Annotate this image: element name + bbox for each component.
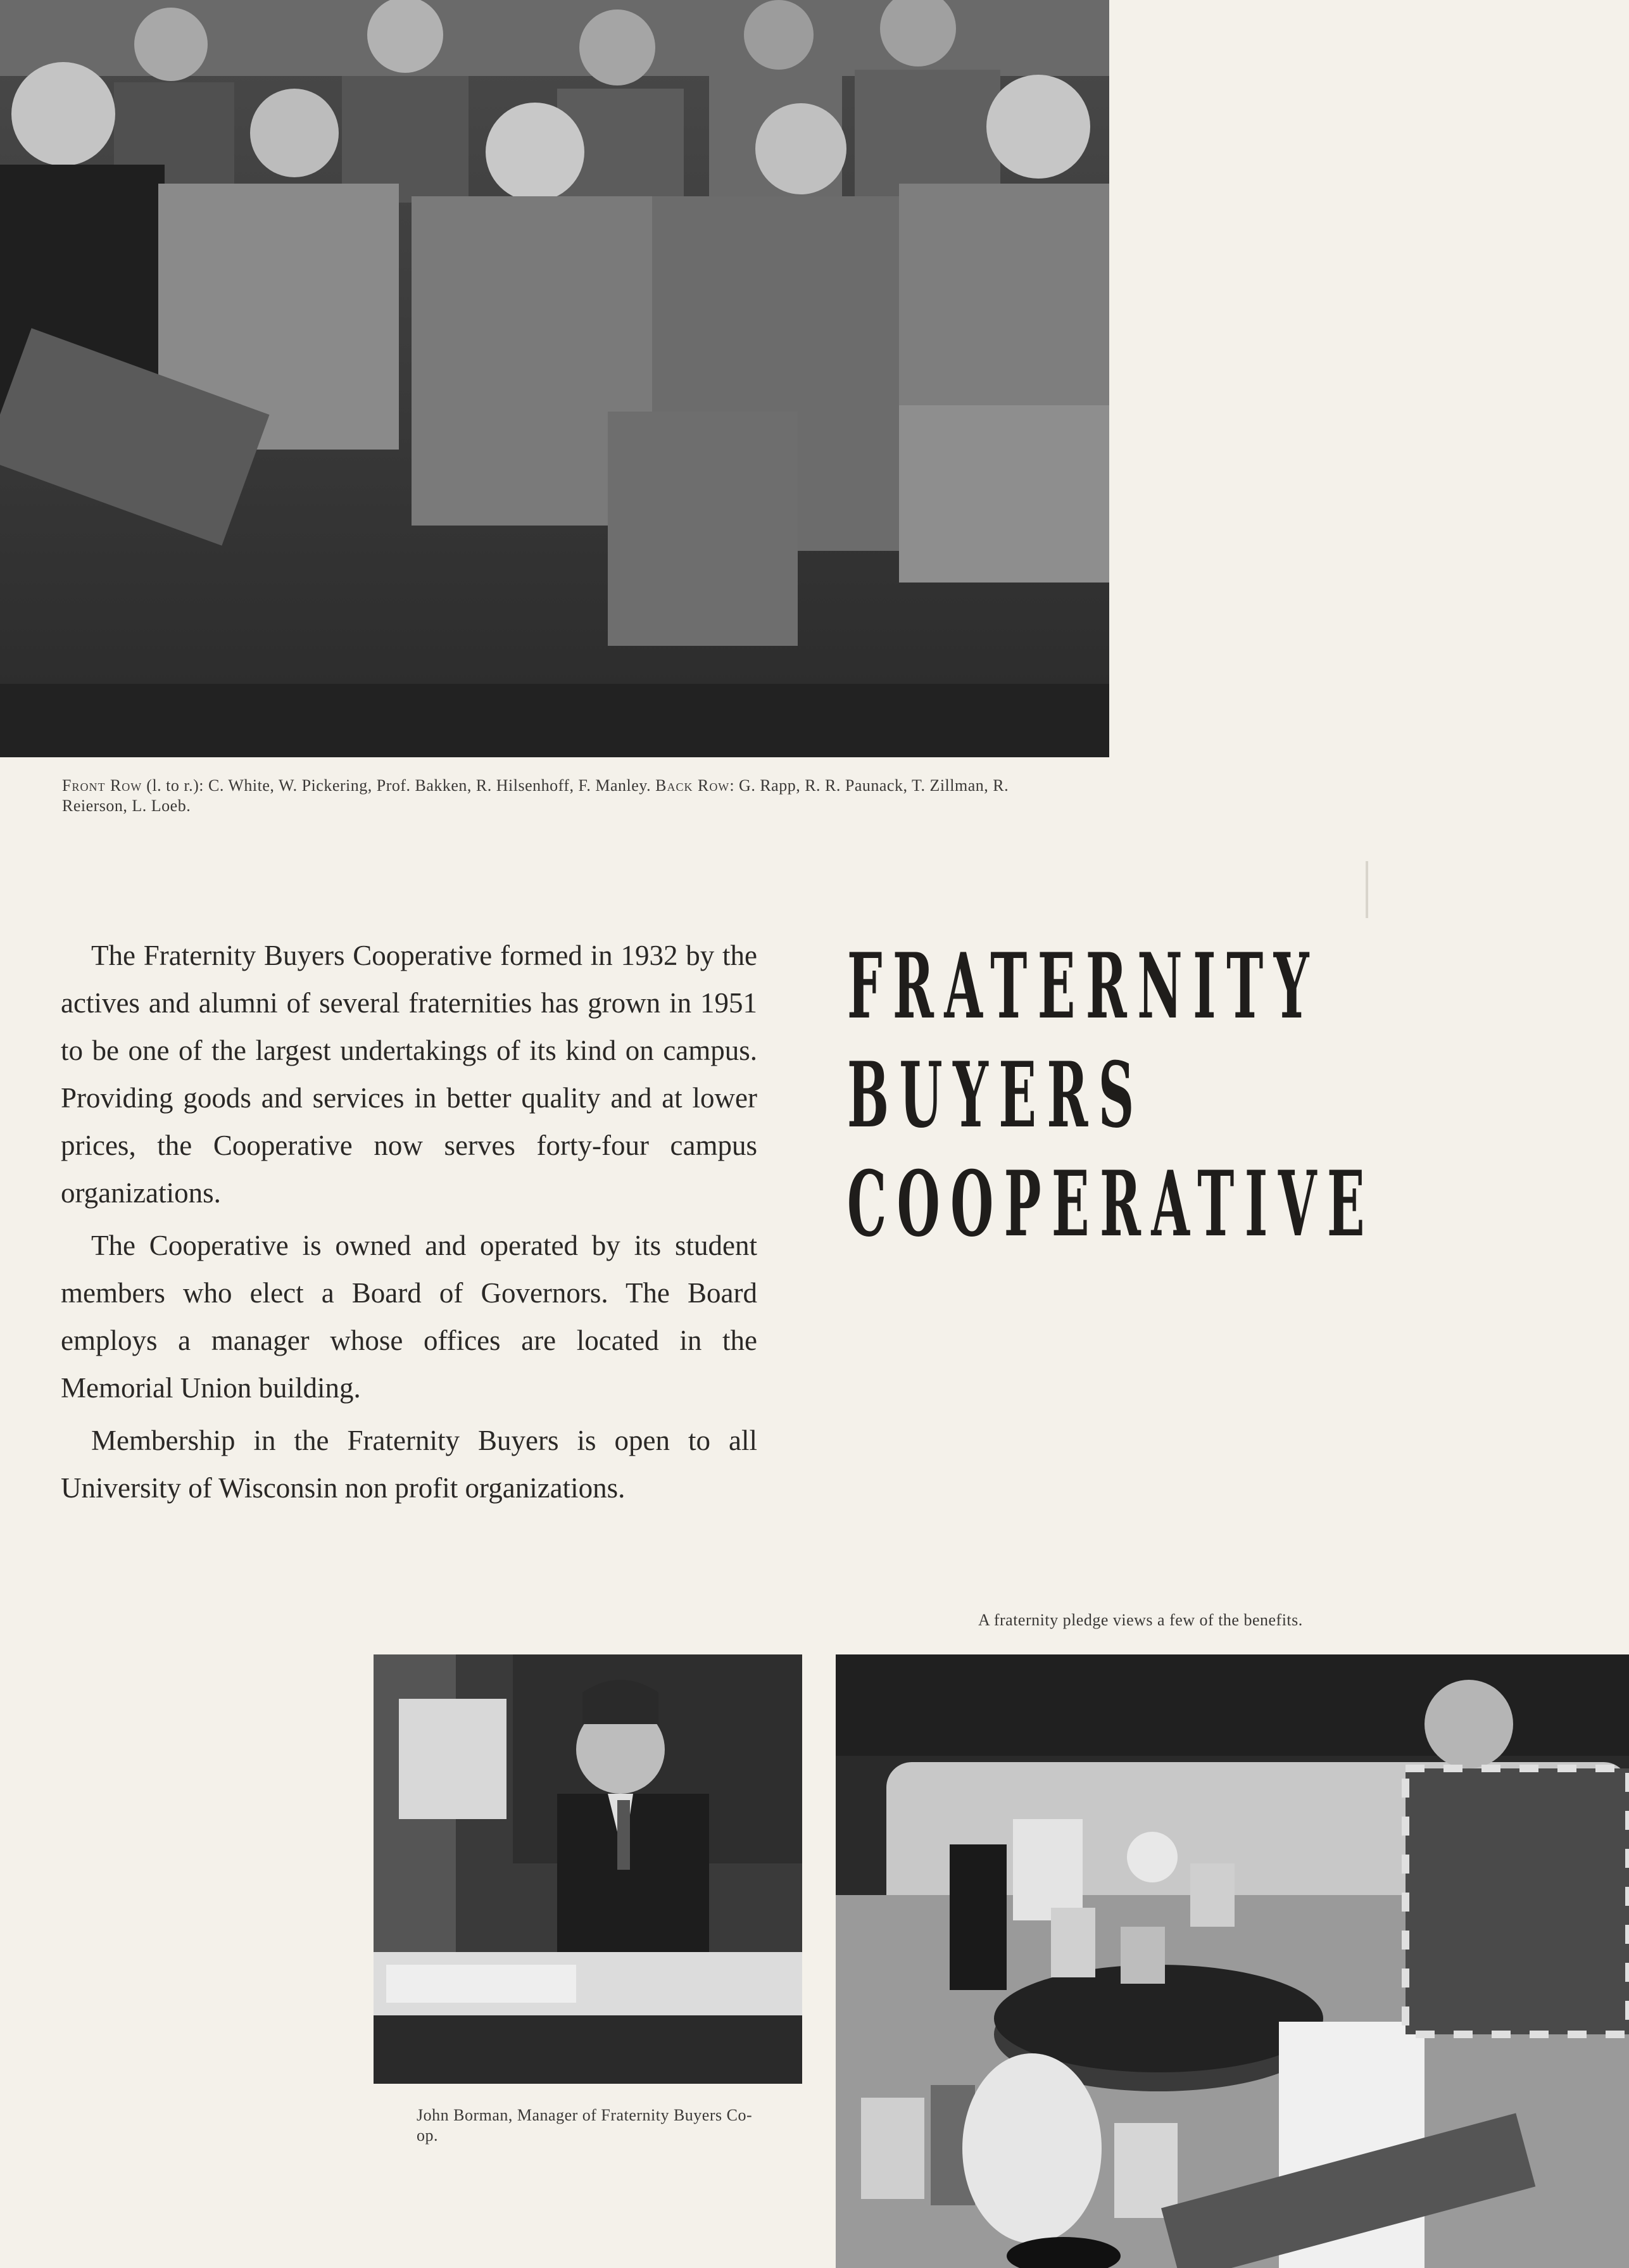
group-photo-caption bbox=[62, 776, 1050, 816]
group-photo bbox=[0, 0, 1109, 757]
page-mark bbox=[1366, 861, 1368, 918]
caption-back-row-names: : G. Rapp, R. R. Paunack, T. Zillman, R. Reierson, L. Loeb. bbox=[62, 776, 1009, 815]
pledge-photo bbox=[836, 1654, 1629, 2268]
page-title bbox=[847, 932, 1375, 1259]
article-body bbox=[61, 932, 757, 1517]
manager-photo bbox=[374, 1654, 802, 2084]
pledge-photo-image bbox=[836, 1654, 1629, 2268]
caption-back-row-label: Back Row bbox=[655, 776, 730, 795]
paragraph-1: The Fraternity Buyers Cooperative formed in 1932 by the actives and alumni of several fraternities has grown in 1951 to be one of the largest undertakings of its kind on campus. Providing goods and services in better quality and at lower prices, the Cooperative now serves forty-four campus organizations. bbox=[61, 940, 757, 1209]
title-line-1: FRATERNITY bbox=[847, 934, 1320, 1039]
manager-photo-image bbox=[374, 1654, 802, 2084]
pledge-photo-caption: A fraternity pledge views a few of the benefits. bbox=[978, 1611, 1303, 1629]
title-line-2: BUYERS bbox=[847, 1043, 1145, 1148]
paragraph-2: The Cooperative is owned and operated by its student members who elect a Board of Governors. The Board employs a manager whose offices are located in the Memorial Union building. bbox=[61, 1230, 757, 1404]
title-line-3: COOPERATIVE bbox=[847, 1152, 1375, 1257]
manager-photo-caption: John Borman, Manager of Fraternity Buyers Co-op. bbox=[417, 2106, 753, 2145]
caption-front-row-label: Front Row bbox=[62, 776, 142, 795]
paragraph-3: Membership in the Fraternity Buyers is open to all University of Wisconsin non profit organizations. bbox=[61, 1425, 757, 1504]
group-photo-image bbox=[0, 0, 1109, 757]
caption-front-row-names: (l. to r.): C. White, W. Pickering, Prof. Bakken, R. Hilsenhoff, F. Manley. bbox=[142, 776, 656, 795]
